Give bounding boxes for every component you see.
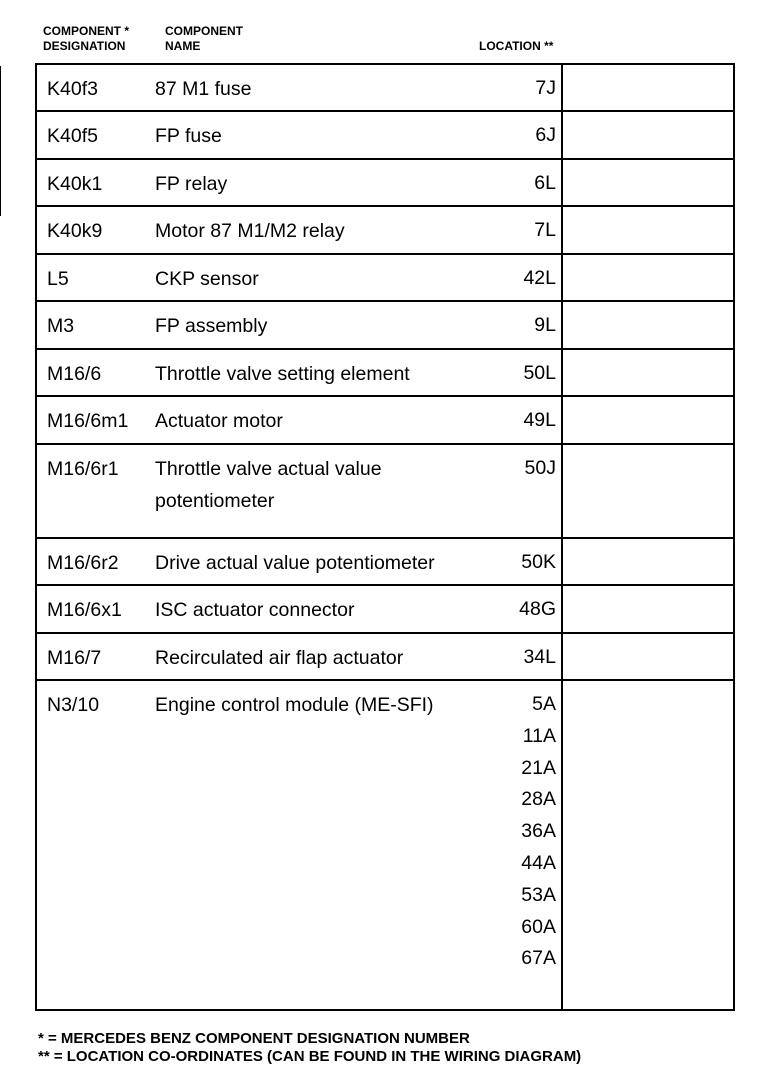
name-header-line1: COMPONENT (165, 24, 243, 38)
table-row (36, 538, 734, 585)
table-row (36, 680, 734, 1010)
component-location-cell (488, 585, 562, 633)
component-designation: M16/6m1 (47, 410, 129, 432)
component-name: Drive actual value potentiometer (155, 552, 435, 574)
component-name-cell (153, 633, 488, 680)
component-location-cell (488, 64, 562, 111)
component-name-cell (153, 206, 488, 254)
component-name-cell (153, 254, 488, 301)
component-location: 67A (521, 947, 556, 970)
component-designation-cell (36, 206, 153, 254)
component-designation-cell (36, 349, 153, 396)
component-name-cell (153, 444, 488, 538)
component-name-cell (153, 680, 488, 1010)
component-location-cell (488, 633, 562, 680)
component-location: 36A (521, 820, 556, 843)
blank-notes-cell (562, 159, 734, 206)
component-name-cell (153, 64, 488, 111)
component-name: FP assembly (155, 315, 268, 337)
name-column-header (165, 24, 243, 54)
component-designation-cell (36, 680, 153, 1010)
component-name-cell (153, 349, 488, 396)
component-designation: K40f5 (47, 125, 98, 147)
blank-notes-cell (562, 680, 734, 1010)
component-designation: M16/6x1 (47, 599, 122, 621)
component-designation: M3 (47, 315, 75, 337)
component-designation: M16/6 (47, 363, 102, 385)
component-location: 9L (534, 314, 556, 336)
blank-notes-cell (562, 585, 734, 633)
component-location: 60A (521, 915, 556, 938)
component-designation-cell (36, 254, 153, 301)
component-designation: N3/10 (47, 694, 100, 716)
footnote-designation: * = MERCEDES BENZ COMPONENT DESIGNATION NUMBER (38, 1030, 470, 1047)
component-designation-cell (36, 444, 153, 538)
component-designation: L5 (47, 268, 69, 290)
table-row (36, 254, 734, 301)
blank-notes-cell (562, 396, 734, 444)
component-location: 6L (534, 172, 556, 194)
component-name-cell (153, 301, 488, 349)
component-designation: M16/6r2 (47, 552, 119, 574)
blank-notes-cell (562, 444, 734, 538)
component-name: Throttle valve setting element (155, 363, 410, 385)
component-location: 28A (521, 788, 556, 811)
component-designation: K40k9 (47, 220, 103, 242)
component-location-cell (488, 254, 562, 301)
component-name: FP fuse (155, 125, 222, 147)
component-name: FP relay (155, 173, 228, 195)
blank-notes-cell (562, 254, 734, 301)
component-designation-cell (36, 64, 153, 111)
component-name: Actuator motor (155, 410, 283, 432)
component-location-cell (488, 301, 562, 349)
blank-notes-cell (562, 349, 734, 396)
component-location: 50L (523, 362, 556, 384)
component-location: 7L (534, 219, 556, 241)
name-header-line2: NAME (165, 39, 201, 53)
component-designation-cell (36, 159, 153, 206)
page-edge-mark (0, 66, 1, 216)
component-location-cell (488, 159, 562, 206)
table-row (36, 301, 734, 349)
table-row (36, 396, 734, 444)
component-location-cell (488, 444, 562, 538)
component-location: 5A (532, 693, 556, 715)
component-location: 6J (535, 124, 556, 146)
table-row (36, 444, 734, 538)
component-name: 87 M1 fuse (155, 78, 252, 100)
designation-header-line2: DESIGNATION (43, 39, 126, 53)
component-designation-cell (36, 396, 153, 444)
component-location: 53A (521, 883, 556, 906)
designation-header-line1: COMPONENT * (43, 24, 130, 38)
component-name-cell (153, 585, 488, 633)
table-row (36, 349, 734, 396)
table-row (36, 633, 734, 680)
table-row (36, 585, 734, 633)
component-location-cell (488, 206, 562, 254)
component-location: 50J (524, 457, 556, 479)
blank-notes-cell (562, 633, 734, 680)
component-designation: M16/7 (47, 647, 102, 669)
component-designation-cell (36, 538, 153, 585)
component-location: 50K (521, 551, 556, 573)
component-designation-cell (36, 111, 153, 159)
table-row (36, 64, 734, 111)
component-location: 34L (523, 646, 556, 668)
component-location-cell (488, 349, 562, 396)
blank-notes-cell (562, 538, 734, 585)
blank-notes-cell (562, 111, 734, 159)
component-location-cell (488, 680, 562, 1010)
component-location: 48G (519, 598, 556, 620)
component-location-cell (488, 111, 562, 159)
table-row (36, 159, 734, 206)
designation-column-header (43, 24, 129, 54)
component-name: Recirculated air flap actuator (155, 647, 404, 669)
component-designation-cell (36, 301, 153, 349)
table-row (36, 111, 734, 159)
component-name-cell (153, 111, 488, 159)
component-location: 7J (535, 77, 556, 99)
component-name: Motor 87 M1/M2 relay (155, 220, 345, 242)
component-location: 21A (521, 756, 556, 779)
component-location-cell (488, 538, 562, 585)
component-location: 44A (521, 851, 556, 874)
component-name: CKP sensor (155, 268, 259, 290)
component-location: 49L (523, 409, 556, 431)
component-table (35, 63, 735, 1011)
component-designation: K40k1 (47, 173, 103, 195)
component-name-cell (153, 538, 488, 585)
blank-notes-cell (562, 64, 734, 111)
component-location-cell (488, 396, 562, 444)
component-name: Throttle valve actual value potentiometer (155, 458, 382, 512)
footnote-location: ** = LOCATION CO-ORDINATES (CAN BE FOUND IN THE WIRING DIAGRAM) (38, 1048, 582, 1065)
component-name-cell (153, 396, 488, 444)
component-name: ISC actuator connector (155, 599, 355, 621)
component-designation: M16/6r1 (47, 458, 119, 480)
component-designation-cell (36, 633, 153, 680)
component-location: 11A (522, 724, 556, 747)
component-designation: K40f3 (47, 78, 98, 100)
component-designation-cell (36, 585, 153, 633)
table-row (36, 206, 734, 254)
blank-notes-cell (562, 301, 734, 349)
location-column-header: LOCATION ** (479, 39, 554, 53)
blank-notes-cell (562, 206, 734, 254)
component-name: Engine control module (ME-SFI) (155, 694, 434, 716)
component-name-cell (153, 159, 488, 206)
component-location: 42L (523, 267, 556, 289)
